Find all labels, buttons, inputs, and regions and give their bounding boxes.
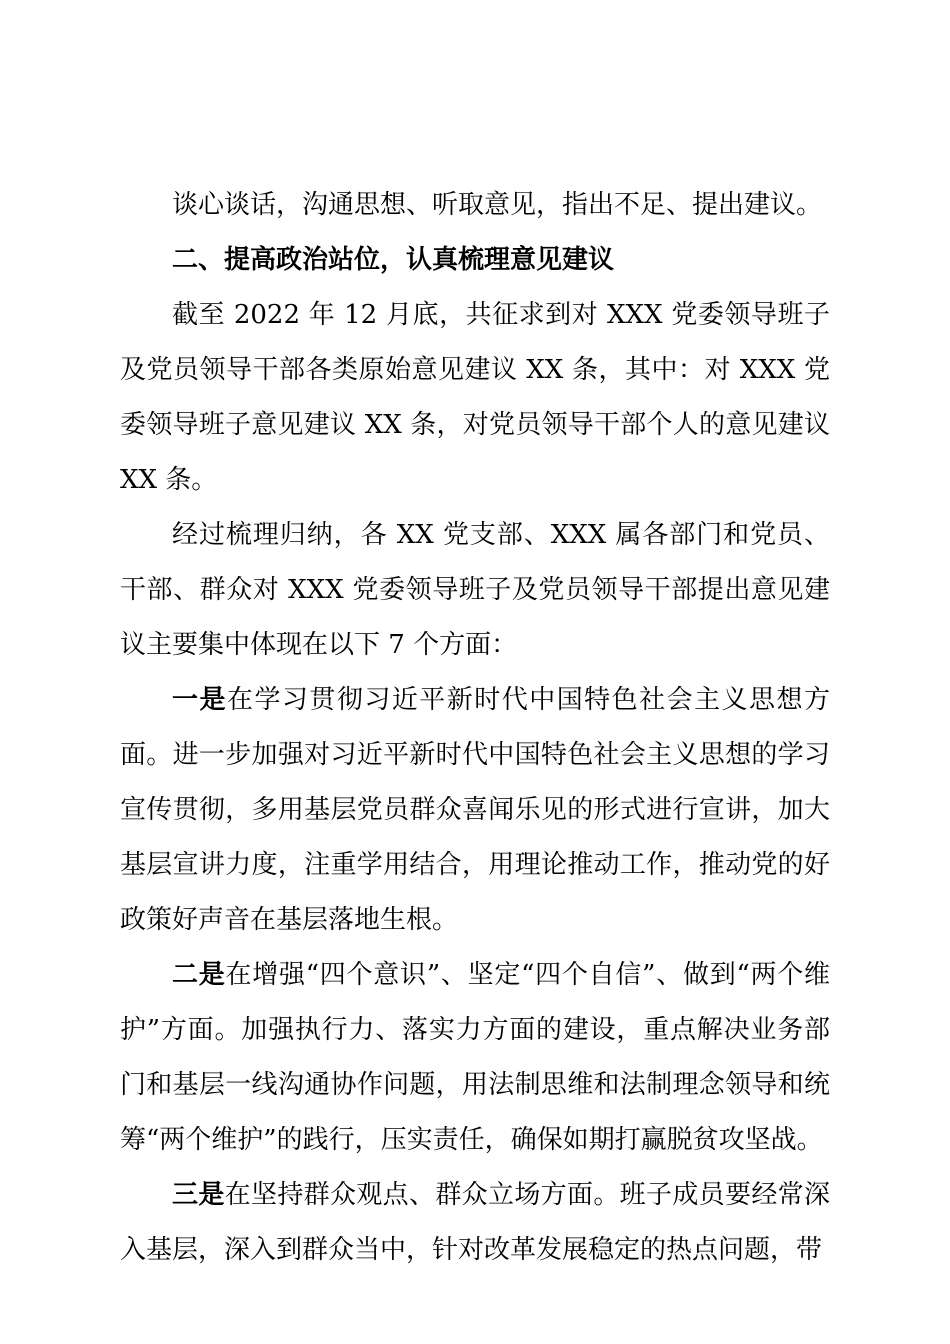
item-two-text: 在增强“四个意识”、坚定“四个自信”、做到“两个维护”方面。加强执行力、落实力方面的建设，重点解决业务部门和基层一线沟通协作问题，用法制思维和法制理念领导和统筹“两个维护”的践行，压实责任，确保如期打赢脱贫攻坚战。 (120, 960, 830, 1155)
section-heading: 二、提高政治站位，认真梳理意见建议 (172, 245, 615, 275)
item-three-text: 在坚持群众观点、群众立场方面。班子成员要经常深入基层，深入到群众当中，针对改革发展稳定的热点问题，带 (120, 1180, 830, 1265)
document-page (120, 178, 830, 1278)
item-three (120, 1168, 830, 1278)
item-two (120, 948, 830, 1168)
paragraph-continuation: 谈心谈话，沟通思想、听取意见，指出不足、提出建议。 (172, 190, 823, 220)
item-one-lead: 一是 (172, 685, 227, 715)
item-two-lead: 二是 (172, 960, 226, 990)
item-three-lead: 三是 (172, 1180, 225, 1210)
item-one (120, 673, 830, 948)
item-one-text: 在学习贯彻习近平新时代中国特色社会主义思想方面。进一步加强对习近平新时代中国特色社会主义思想的学习宣传贯彻，多用基层党员群众喜闻乐见的形式进行宣讲，加大基层宣讲力度，注重学用结合，用理论推动工作，推动党的好政策好声音在基层落地生根。 (120, 685, 830, 935)
paragraph-overview: 经过梳理归纳，各 XX 党支部、XXX 属各部门和党员、干部、群众对 XXX 党委领导班子及党员领导干部提出意见建议主要集中体现在以下 7 个方面： (120, 520, 830, 660)
paragraph-summary: 截至 2022 年 12 月底，共征求到对 XXX 党委领导班子及党员领导干部各类原始意见建议 XX 条，其中：对 XXX 党委领导班子意见建议 XX 条，对党员领导干部个人的意见建议 XX 条。 (120, 300, 830, 495)
